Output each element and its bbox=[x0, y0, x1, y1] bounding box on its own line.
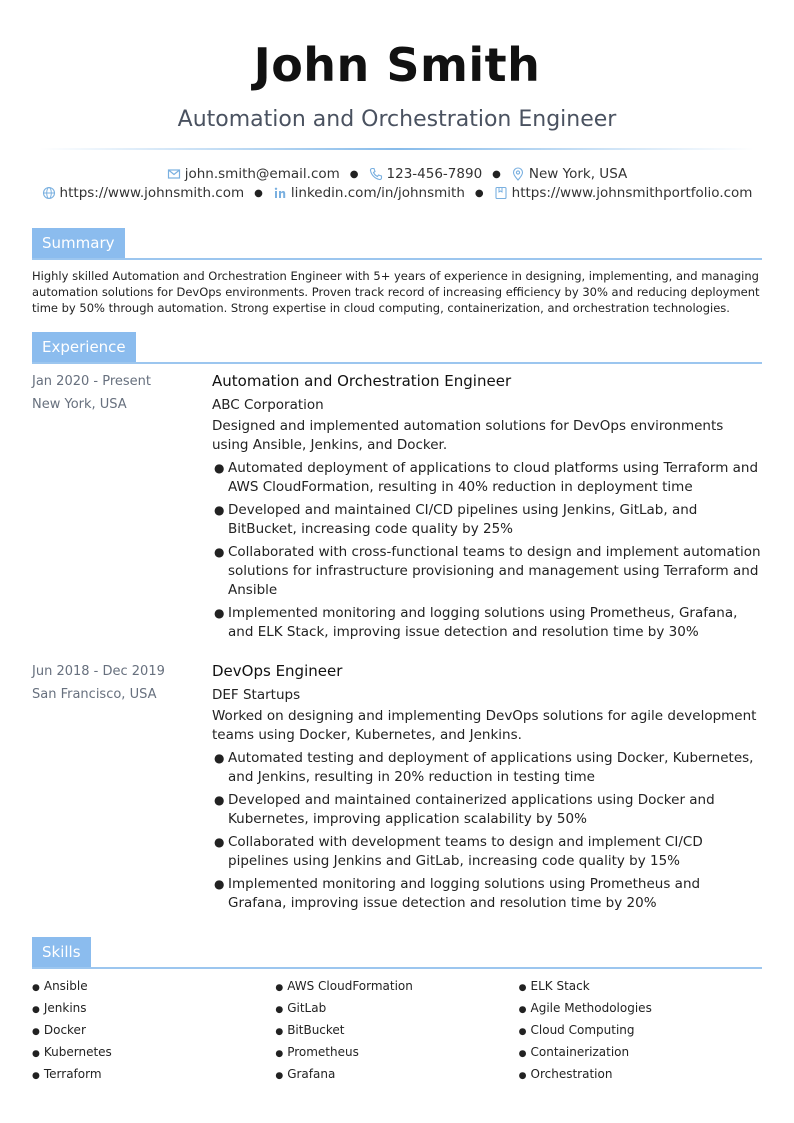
skills-column bbox=[275, 976, 518, 1086]
email-text: john.smith@email.com bbox=[184, 166, 340, 182]
linkedin-icon bbox=[273, 186, 287, 200]
contact-row-links bbox=[0, 185, 794, 201]
job-description: Designed and implemented automation solutions for DevOps environments using Ansible, Jenkins, and Docker. bbox=[212, 418, 724, 453]
skill-item: ● ELK Stack bbox=[518, 979, 590, 993]
skills-column bbox=[32, 976, 275, 1086]
contact-location bbox=[511, 166, 627, 182]
summary-text: Highly skilled Automation and Orchestration Engineer with 5+ years of experience in designing, implementing, and managing automation solutions for DevOps environments. Proven track record of increasing efficiency by 30% and reducing deployment time by 50% through automation. Strong expertise in cloud computing, containerization, and orchestration technologies. bbox=[32, 269, 760, 315]
skill-item: ● Grafana bbox=[275, 1067, 336, 1081]
skills-column bbox=[519, 976, 762, 1086]
skill-item: ● GitLab bbox=[275, 1001, 327, 1015]
list-item: ● Collaborated with cross-functional teams to design and implement automation solutions for infrastructure provisioning and management using Terraform and Ansible bbox=[214, 544, 761, 598]
contact-website[interactable] bbox=[42, 185, 245, 201]
contact-linkedin[interactable] bbox=[273, 185, 465, 201]
globe-icon bbox=[42, 186, 56, 200]
website-text: https://www.johnsmith.com bbox=[59, 185, 245, 201]
list-item: ● Implemented monitoring and logging solutions using Prometheus, Grafana, and ELK Stack, improving issue detection and resolution time by 30% bbox=[214, 605, 738, 640]
phone-icon bbox=[369, 167, 383, 181]
job-location: New York, USA bbox=[32, 397, 127, 412]
contact-email[interactable] bbox=[167, 166, 340, 182]
contact-row-primary bbox=[0, 166, 794, 182]
job-location: San Francisco, USA bbox=[32, 687, 157, 702]
skill-item: ● Terraform bbox=[32, 1067, 102, 1081]
separator-dot: ● bbox=[349, 168, 359, 180]
separator-dot: ● bbox=[254, 187, 263, 199]
list-item: ● Automated testing and deployment of applications using Docker, Kubernetes, and Jenkins, resulting in 20% reduction in testing time bbox=[214, 750, 754, 785]
separator-dot: ● bbox=[492, 168, 501, 180]
portfolio-text: https://www.johnsmithportfolio.com bbox=[511, 185, 753, 201]
envelope-icon bbox=[167, 167, 181, 181]
list-item: ● Implemented monitoring and logging solutions using Prometheus and Grafana, improving issue detection and resolution time by 20% bbox=[214, 876, 701, 911]
list-item: ● Developed and maintained CI/CD pipelines using Jenkins, GitLab, and BitBucket, increasing code quality by 25% bbox=[214, 502, 698, 537]
location-text: New York, USA bbox=[528, 166, 628, 182]
phone-text: 123-456-7890 bbox=[386, 166, 483, 182]
skills-section-header bbox=[32, 937, 762, 969]
skill-item: ● Prometheus bbox=[275, 1045, 359, 1059]
contact-portfolio[interactable] bbox=[494, 185, 753, 201]
section-title: Experience bbox=[32, 332, 136, 362]
linkedin-text: linkedin.com/in/johnsmith bbox=[290, 185, 465, 201]
contact-phone[interactable] bbox=[369, 166, 483, 182]
skill-item: ● Agile Methodologies bbox=[518, 1001, 652, 1015]
job-title: Automation and Orchestration Engineer bbox=[177, 107, 617, 132]
section-title: Skills bbox=[32, 937, 91, 967]
list-item: ● Collaborated with development teams to design and implement CI/CD pipelines using Jenkins and GitLab, increasing code quality by 15% bbox=[214, 834, 703, 869]
summary-section-header bbox=[32, 228, 762, 260]
skill-item: ● Docker bbox=[32, 1023, 86, 1037]
job-bullets bbox=[212, 459, 762, 642]
job-position-title: Automation and Orchestration Engineer bbox=[212, 372, 512, 390]
title-divider bbox=[40, 148, 754, 150]
job-bullets bbox=[212, 749, 762, 913]
skill-item: ● Kubernetes bbox=[32, 1045, 112, 1059]
skill-item: ● Cloud Computing bbox=[518, 1023, 635, 1037]
experience-section-header bbox=[32, 332, 762, 364]
job-description: Worked on designing and implementing DevOps solutions for agile development teams using Docker, Kubernetes, and Jenkins. bbox=[212, 708, 757, 743]
skill-item: ● BitBucket bbox=[275, 1023, 345, 1037]
skill-item: ● Jenkins bbox=[32, 1001, 87, 1015]
separator-dot: ● bbox=[474, 187, 484, 199]
job-company: DEF Startups bbox=[212, 687, 301, 703]
location-pin-icon bbox=[511, 167, 525, 181]
job-company: ABC Corporation bbox=[212, 397, 324, 413]
skill-item: ● Ansible bbox=[32, 979, 88, 993]
section-title: Summary bbox=[32, 228, 125, 258]
portfolio-icon bbox=[494, 186, 508, 200]
job-position-title: DevOps Engineer bbox=[212, 662, 343, 680]
candidate-name: John Smith bbox=[253, 38, 541, 92]
job-dates: Jun 2018 - Dec 2019 bbox=[32, 664, 165, 679]
skill-item: ● AWS CloudFormation bbox=[275, 979, 413, 993]
list-item: ● Developed and maintained containerized applications using Docker and Kubernetes, improving application scalability by 50% bbox=[214, 792, 715, 827]
skills-grid bbox=[32, 976, 762, 1086]
job-dates: Jan 2020 - Present bbox=[32, 374, 151, 389]
skill-item: ● Orchestration bbox=[518, 1067, 613, 1081]
list-item: ● Automated deployment of applications to cloud platforms using Terraform and AWS CloudFormation, resulting in 40% reduction in deployment time bbox=[214, 460, 759, 495]
skill-item: ● Containerization bbox=[518, 1045, 630, 1059]
